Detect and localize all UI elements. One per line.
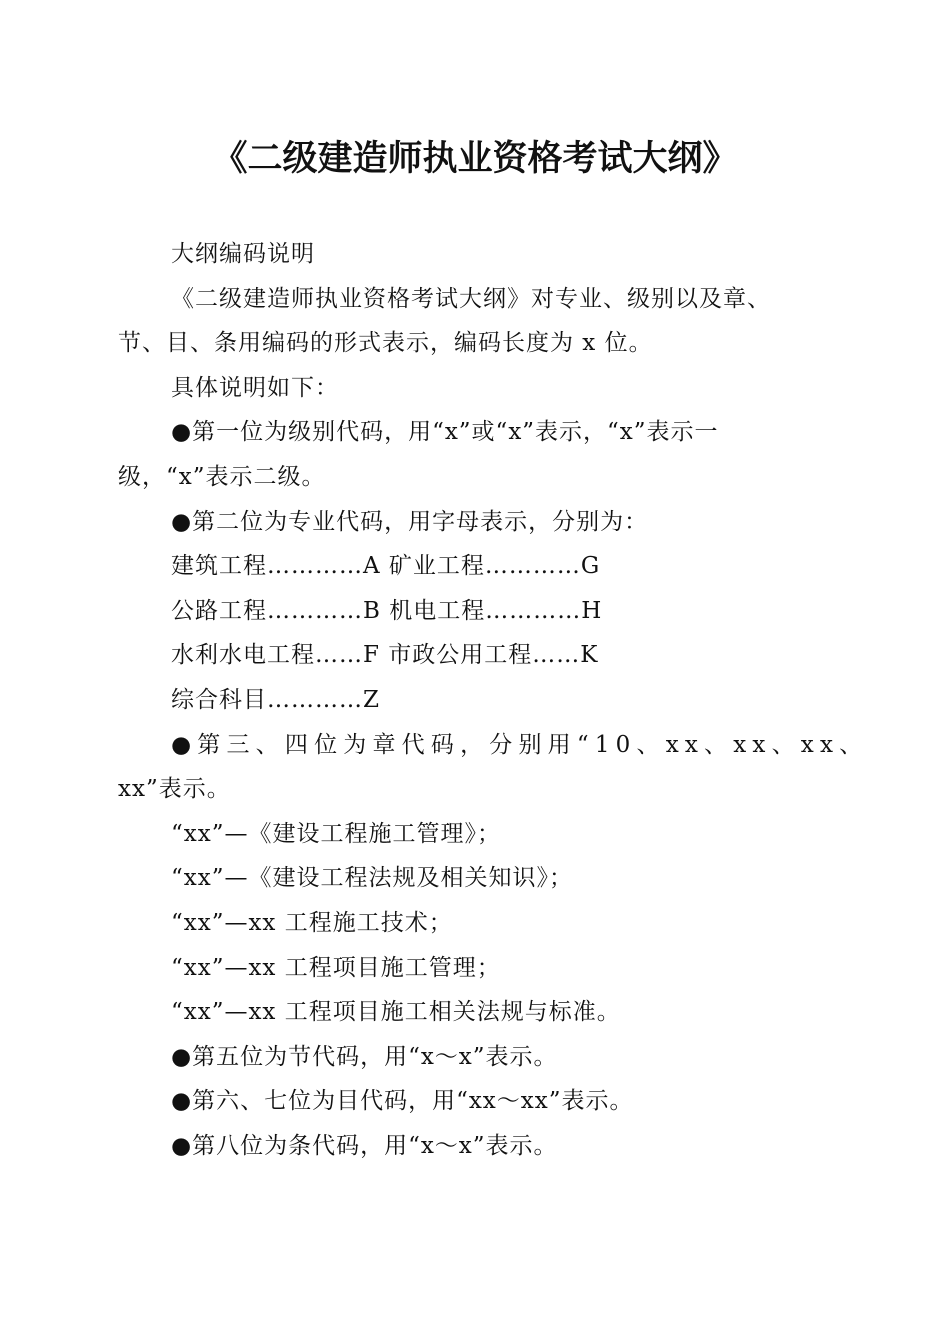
paragraph-line: 大纲编码说明: [171, 241, 315, 267]
chapter-code-line: “xx”—xx 工程施工技术；: [171, 909, 453, 936]
code-list-line: 综合科目…………Z: [171, 686, 380, 713]
paragraph-line: ●第一位为级别代码，用“x”或“x”表示，“x”表示一: [171, 419, 719, 446]
paragraph-line: xx”表示。: [118, 776, 231, 803]
chapter-code-line: “xx”—《建设工程施工管理》；: [171, 820, 501, 847]
paragraph-line: ●第三、四位为章代码，分别用“10、xx、xx、xx、: [171, 731, 869, 758]
chapter-code-line: “xx”—xx 工程项目施工管理；: [171, 954, 501, 981]
chapter-code-line: “xx”—xx 工程项目施工相关法规与标准。: [171, 999, 621, 1026]
paragraph-line: 节、目、条用编码的形式表示，编码长度为 x 位。: [118, 330, 653, 357]
paragraph-line: ●第二位为专业代码，用字母表示，分别为：: [171, 508, 649, 535]
paragraph-line: 《二级建造师执业资格考试大纲》对专业、级别以及章、: [171, 285, 771, 312]
paragraph-line: 级，“x”表示二级。: [118, 463, 326, 490]
code-list-line: 水利水电工程……F 市政公用工程……K: [171, 642, 599, 669]
code-list-line: 公路工程…………B 机电工程…………H: [171, 597, 603, 624]
document-body: [118, 232, 869, 1168]
paragraph-line: ●第八位为条代码，用“x～x”表示。: [171, 1132, 558, 1159]
document-title: 《二级建造师执业资格考试大纲》: [212, 138, 738, 179]
paragraph-line: 具体说明如下：: [171, 374, 339, 401]
paragraph-line: ●第五位为节代码，用“x～x”表示。: [171, 1043, 558, 1070]
paragraph-line: ●第六、七位为目代码，用“xx～xx”表示。: [171, 1088, 634, 1115]
code-list-line: 建筑工程…………A 矿业工程…………G: [171, 553, 601, 580]
chapter-code-line: “xx”—《建设工程法规及相关知识》；: [171, 865, 573, 892]
